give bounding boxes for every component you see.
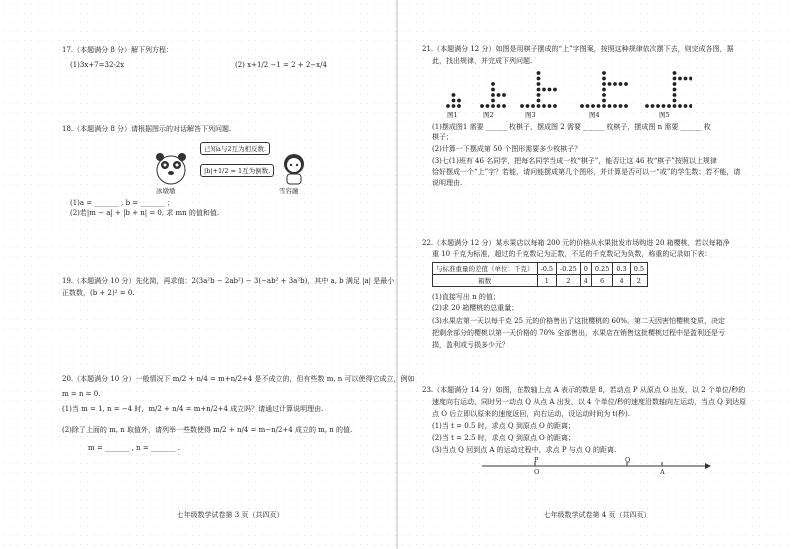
q21-line-3: (1)摆成图1 需要 ______ 枚棋子，摆成图 2 需要 ______ 枚棋子，摆成图 n 需要 ______ 枚	[432, 123, 711, 131]
left-footer: 七年级数学试卷第 3 页（共四页）	[176, 511, 284, 519]
dot	[548, 88, 552, 92]
dot	[491, 93, 495, 97]
q23-line-3: 点 O 后立即以原来的速度返回，向右运动，设运动时间为 t(秒).	[432, 410, 630, 418]
dot	[602, 93, 606, 97]
axis-label-p: P	[534, 456, 539, 464]
fig-label-4: 图4	[589, 111, 600, 119]
q18-heading: 18.（本题满分 8 分）请根据图示的对话解答下列问题.	[62, 125, 232, 133]
dot	[602, 99, 606, 103]
dot	[678, 104, 682, 108]
axis-label-q: Q	[625, 456, 631, 464]
q21-line-7: 恰好摆成一个“上”字？若能，请问能摆成第几个图形，并计算是否可以一“或”的学生数；若不能，请	[432, 168, 741, 176]
dot	[651, 104, 655, 108]
q22-line-4: (2)求 20 箱樱桃的总重量；	[432, 304, 519, 312]
q22-table	[432, 262, 648, 287]
q21-line-2: 此，找出规律，并完成下列问题.	[432, 57, 533, 65]
q23-line-5: (2)当 t = 2.5 时，求点 Q 到原点 O 的距离；	[432, 434, 576, 442]
table-cell: 0.5	[630, 263, 647, 275]
table-row	[433, 263, 648, 275]
dot	[673, 71, 677, 75]
dot	[602, 88, 606, 92]
dot	[452, 93, 456, 97]
dot	[673, 93, 677, 97]
bubble-left: 已知a与2互为相反数.	[200, 142, 270, 155]
dot	[619, 104, 623, 108]
dot	[497, 93, 501, 97]
number-line	[477, 456, 717, 482]
dot	[591, 104, 595, 108]
q17-equation-1: (1)3x+7=32-2x	[70, 61, 125, 69]
dot	[624, 104, 628, 108]
q21-line-4: 棋子；	[432, 133, 453, 141]
dot	[548, 104, 552, 108]
q22-line-1: 22.（本题满分 12 分）某水果店以每箱 200 元的价格从水果批发市场购进 20 箱樱桃，若以每箱净	[422, 239, 730, 247]
dot	[537, 104, 541, 108]
table-cell: 4	[580, 275, 591, 287]
dot	[537, 99, 541, 103]
table-cell: 6	[591, 275, 612, 287]
axis-label-a: A	[660, 468, 665, 476]
dot	[684, 77, 688, 81]
dot	[624, 82, 628, 86]
dot	[613, 104, 617, 108]
q20-line-2: m = n = 0.	[62, 390, 101, 398]
dot	[602, 104, 606, 108]
dot	[689, 77, 692, 81]
q21-line-8: 说明理由.	[432, 179, 463, 187]
q21-line-1: 21.（本题满分 12 分）如图是用棋子摆成的“上”字图案，按照这种规律依次摆下去，则完成各图，据	[422, 45, 734, 53]
dot	[457, 99, 461, 103]
q22-line-5: (3)水果店第一天以每千克 25 元的价格售出了这批樱桃的 60%，第二天因害怕樱桃变质，决定	[432, 317, 726, 325]
q21-line-6: (3)七(1)班有 46 名同学，把每名同学当成一枚“棋子”，能否让这 46 枚“棋子”按照以上规律	[432, 157, 717, 165]
dot	[486, 104, 490, 108]
q17-heading: 17.（本题满分 8 分）解下列方程：	[62, 46, 174, 54]
q18-part-1: (1)a = _______ , b = _______ ；	[70, 199, 175, 207]
q23-line-4: (1)当 t = 0.5 时，求点 Q 到原点 O 的距离；	[432, 422, 576, 430]
dot	[580, 104, 584, 108]
shuey-rhon-rhon-figure	[278, 150, 310, 186]
dot	[491, 88, 495, 92]
dot	[597, 104, 601, 108]
dot	[608, 104, 612, 108]
table-cell: 2	[557, 275, 581, 287]
dot	[553, 104, 557, 108]
dot	[662, 104, 666, 108]
dot	[673, 104, 677, 108]
q21-dot-pattern	[442, 68, 692, 110]
right-page	[397, 0, 794, 549]
dot	[684, 104, 688, 108]
dot	[457, 104, 461, 108]
fig-label-5: 图5	[659, 111, 670, 119]
dot	[553, 88, 557, 92]
q20-line-3: (1)当 m = 1, n = −4 时，m/2 + n/4 = m+n/2+4 成立吗？请通过计算说明理由.	[62, 405, 324, 413]
name-left: 冰墩墩	[156, 187, 176, 195]
q23-line-1: 23.（本题满分 14 分）如图，在数轴上点 A 表示的数是 8，若动点 P 从原点 O 出发，以 2 个单位/秒的	[422, 386, 746, 394]
dot	[673, 88, 677, 92]
dot	[542, 88, 546, 92]
dot	[502, 93, 506, 97]
dot	[491, 99, 495, 103]
dot	[645, 104, 649, 108]
q22-line-3: (1)直接写出 n 的值；	[432, 293, 500, 301]
dot	[537, 71, 541, 75]
dot	[537, 88, 541, 92]
dot	[491, 104, 495, 108]
dot	[537, 82, 541, 86]
dot	[542, 104, 546, 108]
q20-line-4: (2)除了上面的 m, n 取值外，请列举一些数使得 m/2 + n/4 = m−n/2+4 成立的 m, n 的值.	[62, 426, 353, 434]
dot	[452, 104, 456, 108]
table-cell: 2	[630, 275, 647, 287]
q17-equation-2: (2) x+1/2 −1 = 2 + 2−x/4	[235, 61, 327, 69]
table-cell: 0.25	[591, 263, 612, 275]
dot	[656, 104, 660, 108]
q22-line-7: 损，盈利或亏损多少元？	[432, 341, 509, 349]
table-count-label: 箱数	[433, 275, 538, 287]
q20-line-5: m = _______ , n = _______ .	[88, 444, 180, 452]
dot	[526, 104, 530, 108]
dot	[497, 104, 501, 108]
dot	[673, 82, 677, 86]
q22-line-2: 重 10 千克为标准，超过的千克数记为正数，不足的千克数记为负数，称重的记录如下表：	[432, 250, 712, 258]
dot	[586, 104, 590, 108]
table-cell: 1	[537, 275, 557, 287]
table-cell: 0	[580, 263, 591, 275]
dot	[502, 104, 506, 108]
table-cell: 0.3	[613, 263, 630, 275]
q23-line-2: 速度向右运动，同时另一动点 Q 从点 A 出发，以 4 个单位/秒的速度沿数轴向左运动，当点 Q 到达原	[432, 398, 747, 406]
bing-dwen-dwen-figure	[152, 148, 190, 186]
table-row	[433, 275, 648, 287]
q23-line-6: (3)当点 Q 回到点 A 的运动过程中，求点 P 与点 Q 的距离.	[432, 446, 617, 454]
q20-line-1: 20.（本题满分 10 分）一般情况下 m/2 + n/4 = m+n/2+4 是不成立的，但有些数 m, n 可以使得它成立，例如	[62, 375, 415, 383]
dot	[608, 82, 612, 86]
fig-label-2: 图2	[483, 111, 494, 119]
dot	[520, 104, 524, 108]
dot	[602, 71, 606, 75]
dot	[537, 77, 541, 81]
q18-part-2: (2)若|m − a| + |b + n| = 0, 求 mn 的值和值.	[70, 209, 220, 217]
table-cell: -0.25	[557, 263, 581, 275]
dot	[602, 82, 606, 86]
axis-label-o: O	[534, 468, 540, 476]
q19-line-2: 正数数，(b + 2)² = 0.	[62, 289, 135, 297]
dot	[537, 93, 541, 97]
dot	[673, 99, 677, 103]
name-right: 雪容融	[279, 187, 299, 195]
q19-line-1: 19.（本题满分 10 分）先化简，再求值：2(3a²b − 2ab²) − 3(−ab² + 3a²b)，其中 a, b 满足 |a| 是最小	[62, 277, 395, 285]
dot	[678, 77, 682, 81]
dot	[531, 104, 535, 108]
dot	[480, 104, 484, 108]
bubble-right: |b|+1/2 = 1互为倒数.	[200, 164, 274, 177]
dot	[689, 104, 692, 108]
dot	[491, 82, 495, 86]
q22-line-6: 把剩余部分的樱桃以第一天价格的 70% 全部售出，水果店在销售这批樱桃过程中是盈利还是亏	[432, 329, 726, 337]
q21-line-5: (2)计算一下摆成第 50 个图形需要多少枚棋子？	[432, 145, 582, 153]
fig-label-1: 图1	[447, 111, 458, 119]
fig-label-3: 图3	[525, 111, 536, 119]
table-header-label: 与标准重量的差值（单位：千克）	[433, 263, 538, 275]
table-cell: -0.5	[537, 263, 557, 275]
dot	[673, 77, 677, 81]
dot	[446, 104, 450, 108]
dot	[602, 77, 606, 81]
right-footer: 七年级数学试卷第 4 页（共四页）	[543, 511, 651, 519]
table-cell: 4	[613, 275, 630, 287]
dot	[619, 82, 623, 86]
dot	[613, 82, 617, 86]
dot	[667, 104, 671, 108]
dot	[452, 99, 456, 103]
